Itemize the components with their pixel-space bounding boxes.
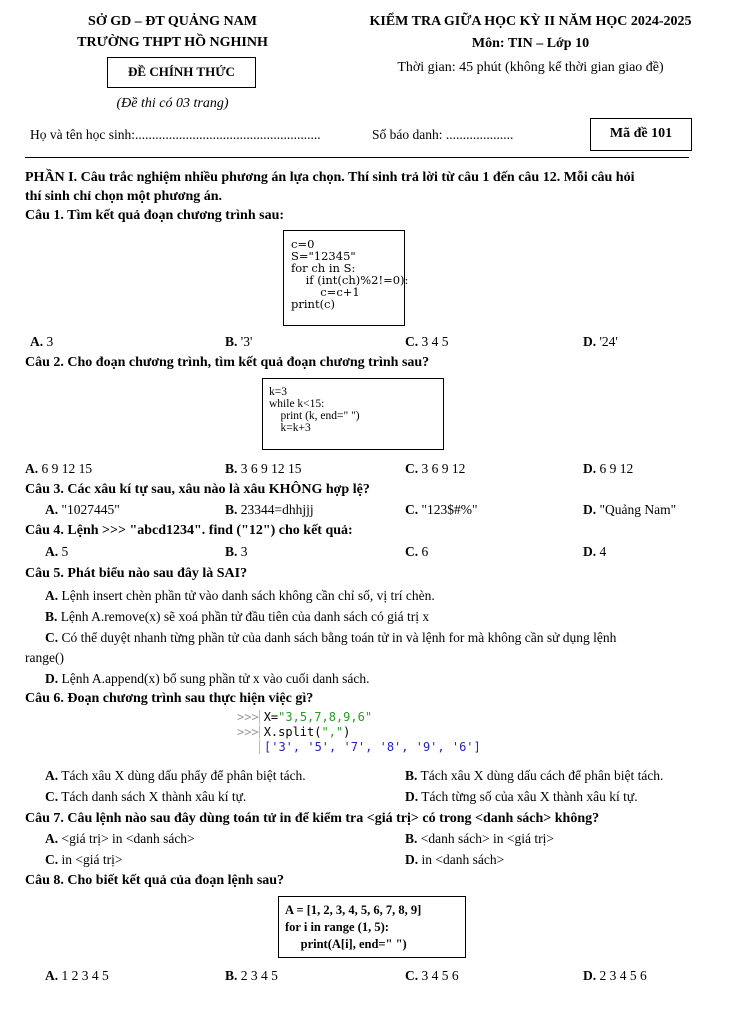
question-2-option-b (225, 461, 302, 477)
code-line: for ch in S: (291, 261, 356, 275)
question-5-option-d (45, 671, 370, 687)
console-code: X= (263, 710, 279, 724)
option-text: 6 9 12 (599, 461, 634, 476)
option-letter: C. (45, 630, 59, 645)
option-letter: B. (225, 334, 238, 349)
question-1-code-box (283, 230, 409, 326)
question-7-option-d (405, 852, 504, 868)
option-letter: D. (45, 671, 59, 686)
option-text: 2 3 4 5 (240, 968, 278, 983)
option-letter: D. (583, 502, 597, 517)
code-line: while k<15: (269, 398, 325, 410)
department-name: SỞ GD – ĐT QUẢNG NAM (88, 14, 257, 29)
question-5-option-b (45, 609, 429, 625)
question-3-title: Câu 3. Các xâu kí tự sau, xâu nào là xâu KHÔNG hợp lệ? (25, 482, 370, 497)
option-letter: C. (405, 502, 419, 517)
question-3-option-b (225, 502, 314, 518)
question-7-option-a (45, 831, 195, 847)
code-line: k=k+3 (269, 422, 311, 434)
option-letter: A. (45, 588, 59, 603)
option-text: "Quảng Nam" (599, 502, 677, 517)
question-8-option-b (225, 968, 278, 984)
code-line: A = [1, 2, 3, 4, 5, 6, 7, 8, 9] (285, 903, 422, 917)
student-id-field: Số báo danh: .................... (372, 127, 514, 142)
question-6-option-c (45, 789, 246, 805)
question-2-title: Câu 2. Cho đoạn chương trình, tìm kết quả đoạn chương trình sau? (25, 355, 430, 370)
question-1-option-c (405, 334, 449, 350)
question-1-option-a (30, 334, 53, 350)
option-letter: A. (30, 334, 44, 349)
part1-heading-line2: thí sinh chỉ chọn một phương án. (25, 189, 223, 204)
question-6-option-b (405, 768, 663, 784)
question-2-option-a (25, 461, 92, 477)
option-letter: C. (405, 968, 419, 983)
question-3-option-d (583, 502, 676, 518)
option-letter: A. (45, 544, 59, 559)
question-4-title: Câu 4. Lệnh >>> "abcd1234". find ("12") cho kết quả: (25, 523, 353, 538)
option-text: 23344=dhhjjj (240, 502, 314, 517)
option-text: Tách xâu X dùng dấu phẩy để phân biệt tách. (61, 768, 306, 783)
exam-code: Mã đề 101 (609, 126, 673, 141)
option-text: 6 (421, 544, 429, 559)
option-letter: B. (225, 968, 238, 983)
option-text: Tách danh sách X thành xâu kí tự. (61, 789, 247, 804)
option-text: Lệnh A.append(x) bổ sung phần tử x vào cuối danh sách. (61, 671, 370, 686)
question-1-title: Câu 1. Tìm kết quả đoạn chương trình sau: (25, 208, 285, 223)
question-4-option-b (225, 544, 248, 560)
code-line: if (int(ch)%2!=0): (291, 273, 409, 287)
option-text: "123$#%" (421, 502, 478, 517)
console-string: "3,5,7,8,9,6" (278, 710, 373, 724)
question-3-option-c (405, 502, 478, 518)
option-letter: D. (405, 852, 419, 867)
code-line: S="12345" (291, 249, 356, 263)
question-5-option-c-continued: range() (25, 650, 64, 665)
option-text: '24' (599, 334, 618, 349)
console-string: "," (321, 725, 344, 739)
question-1-option-d (583, 334, 618, 350)
code-line: print(c) (291, 297, 335, 311)
code-line: c=c+1 (291, 285, 360, 299)
exam-title: KIỂM TRA GIỮA HỌC KỲ II NĂM HỌC 2024-2025 (369, 14, 692, 29)
code-line: print (k, end=" ") (269, 410, 360, 422)
exam-subject: Môn: TIN – Lớp 10 (471, 36, 590, 51)
question-8-option-d (583, 968, 647, 984)
console-output: ['3', '5', '7', '8', '9', '6'] (259, 740, 481, 754)
question-2-option-c (405, 461, 465, 477)
console-prompt: >>> (237, 710, 259, 724)
question-1-option-b (225, 334, 252, 350)
option-text: Lệnh insert chèn phần tử vào danh sách không cần chỉ số, vị trí chèn. (61, 588, 435, 603)
option-text: 6 9 12 15 (41, 461, 93, 476)
option-letter: B. (225, 502, 238, 517)
code-line: c=0 (291, 237, 315, 251)
option-letter: A. (45, 831, 59, 846)
option-text: Có thể duyệt nhanh từng phần tử của danh sách bằng toán tử in và lệnh for mà không cần sử dụng lệnh (61, 630, 617, 645)
console-code: X.split( (263, 725, 322, 739)
code-line: for i in range (1, 5): (285, 920, 389, 934)
option-letter: D. (405, 789, 419, 804)
option-text: "1027445" (61, 502, 120, 517)
question-4-option-a (45, 544, 68, 560)
option-letter: B. (405, 768, 418, 783)
option-text: 3 4 5 (421, 334, 449, 349)
option-letter: A. (45, 502, 59, 517)
option-letter: B. (225, 544, 238, 559)
question-5-option-c (45, 630, 616, 646)
code-line: print(A[i], end=" ") (285, 937, 407, 951)
question-3-option-a (45, 502, 120, 518)
code-line: k=3 (269, 386, 287, 398)
question-8-option-c (405, 968, 459, 984)
option-letter: A. (25, 461, 39, 476)
question-8-option-a (45, 968, 109, 984)
header-divider (25, 157, 689, 158)
option-letter: A. (45, 968, 59, 983)
option-letter: B. (225, 461, 238, 476)
option-letter: C. (405, 334, 419, 349)
question-5-title: Câu 5. Phát biểu nào sau đây là SAI? (25, 566, 248, 581)
option-text: <giá trị> in <danh sách> (61, 831, 195, 846)
question-4-option-d (583, 544, 606, 560)
option-text: <danh sách> in <giá trị> (420, 831, 554, 846)
question-6-title: Câu 6. Đoạn chương trình sau thực hiện việc gì? (25, 691, 314, 706)
option-text: 3 (46, 334, 54, 349)
question-6-option-d (405, 789, 638, 805)
question-8-code-box (278, 896, 466, 958)
question-2-code-box (262, 378, 444, 450)
question-7-option-b (405, 831, 554, 847)
option-letter: C. (45, 789, 59, 804)
option-text: 3 6 9 12 (421, 461, 466, 476)
option-letter: C. (45, 852, 59, 867)
option-letter: C. (405, 544, 419, 559)
question-4-option-c (405, 544, 428, 560)
option-text: 3 (240, 544, 248, 559)
console-prompt: >>> (237, 725, 259, 739)
option-letter: D. (583, 334, 597, 349)
question-8-title: Câu 8. Cho biết kết quả của đoạn lệnh sau? (25, 873, 285, 888)
option-letter: A. (45, 768, 59, 783)
option-text: in <giá trị> (61, 852, 123, 867)
question-6-python-console (237, 710, 481, 755)
option-letter: D. (583, 461, 597, 476)
option-text: 3 6 9 12 15 (240, 461, 302, 476)
page-count: (Đề thi có 03 trang) (116, 96, 229, 111)
console-code: ) (343, 725, 351, 739)
option-text: 3 4 5 6 (421, 968, 459, 983)
option-text: 2 3 4 5 6 (599, 968, 647, 983)
official-label: ĐỀ CHÍNH THỨC (128, 64, 235, 79)
option-text: 5 (61, 544, 69, 559)
option-text: in <danh sách> (421, 852, 505, 867)
option-letter: C. (405, 461, 419, 476)
option-text: Lệnh A.remove(x) sẽ xoá phần tử đầu tiên của danh sách có giá trị x (60, 609, 430, 624)
option-text: 1 2 3 4 5 (61, 968, 109, 983)
school-name: TRƯỜNG THPT HỒ NGHINH (77, 35, 268, 50)
question-5-option-a (45, 588, 435, 604)
student-name-field: Họ và tên học sinh:....................................................... (30, 127, 321, 142)
option-letter: B. (405, 831, 418, 846)
option-letter: B. (45, 609, 58, 624)
question-6-option-a (45, 768, 306, 784)
question-2-option-d (583, 461, 633, 477)
part1-heading-line1: PHẦN I. Câu trắc nghiệm nhiều phương án lựa chọn. Thí sinh trả lời từ câu 1 đến câu 12. Mỗi câu hỏi (25, 170, 635, 185)
question-7-option-c (45, 852, 122, 868)
exam-time: Thời gian: 45 phút (không kể thời gian giao đề) (397, 60, 664, 75)
option-letter: D. (583, 544, 597, 559)
option-text: Tách từng số của xâu X thành xâu kí tự. (421, 789, 638, 804)
option-text: Tách xâu X dùng dấu cách để phân biệt tách. (420, 768, 664, 783)
question-7-title: Câu 7. Câu lệnh nào sau đây dùng toán tử in để kiểm tra <giá trị> có trong <danh sách> không? (25, 811, 600, 826)
option-text: 4 (599, 544, 607, 559)
option-letter: D. (583, 968, 597, 983)
option-text: '3' (240, 334, 253, 349)
